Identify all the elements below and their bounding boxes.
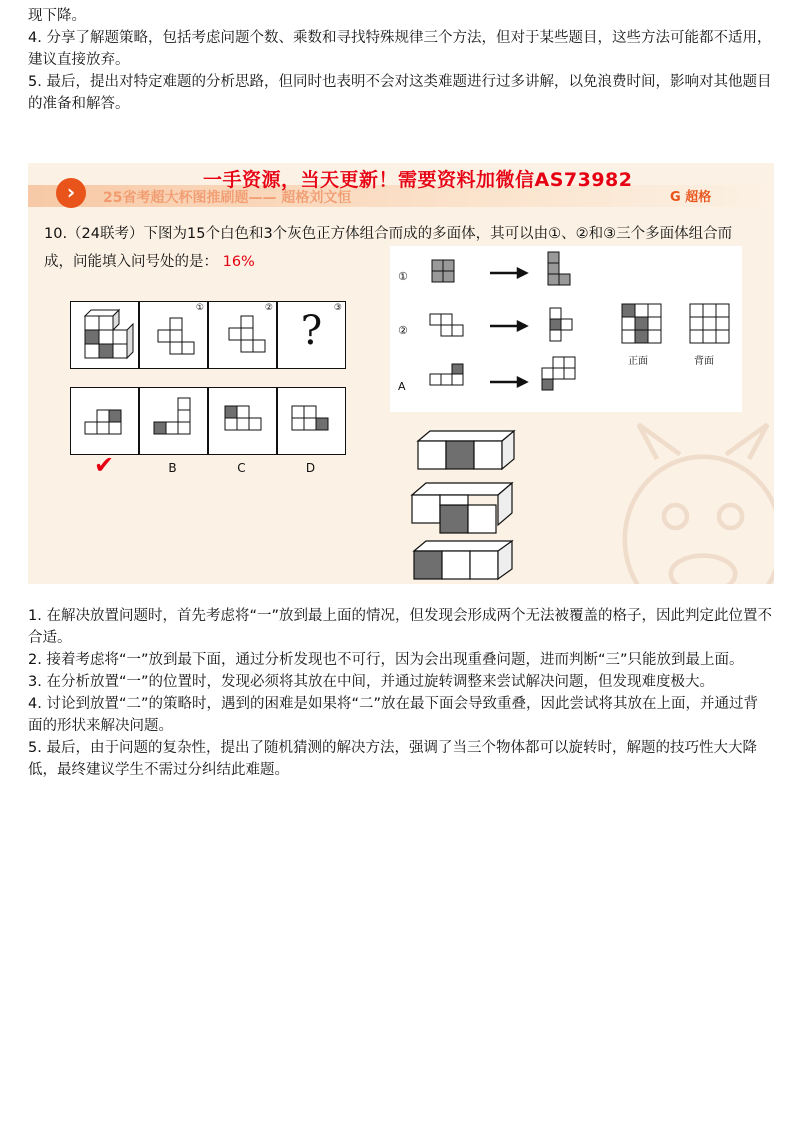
note-line: 2. 接着考虑将“一”放到最下面，通过分析发现也不可行，因为会出现重叠问题，进而判断“三”只能放到最上面。 [28, 652, 744, 668]
next-arrow-icon: › [56, 178, 86, 208]
note-line: 4. 讨论到放置“二”的策略时，遇到的困难是如果将“二”放在最下面会导致重叠，因此尝试将其放在上面，并通过背面的形状来解决问题。 [28, 696, 758, 734]
row-label: A [398, 380, 406, 393]
row-label: ① [398, 270, 408, 283]
top-notes [28, 5, 772, 115]
mascot-watermark [588, 413, 774, 584]
option-d-cell[interactable] [277, 387, 346, 455]
option-label: B [168, 461, 177, 475]
option-c-figure [209, 388, 276, 454]
cell-number: ② [264, 303, 273, 313]
option-label: D [305, 461, 316, 475]
note-line: 5. 最后，由于问题的复杂性，提出了随机猜测的解决方法，强调了当三个物体都可以旋转时，解题的技巧性大大降低，最终建议学生不需过分纠结此难题。 [28, 740, 757, 778]
accuracy-rate: 16% [222, 254, 255, 270]
option-b-cell[interactable] [139, 387, 208, 455]
composite-cubes-figure [71, 302, 138, 368]
option-d-figure [278, 388, 345, 454]
layer-slices-figure [408, 425, 528, 584]
note-line: 3. 在分析放置“一”的位置时，发现必须将其放在中间，并通过旋转调整来尝试解决问题，但发现难度极大。 [28, 674, 714, 690]
question-body: 10.（24联考）下图为15个白色和3个灰色正方体组合而成的多面体，其可以由①、②和③三个多面体组合而成，问能填入问号处的是： [44, 226, 733, 270]
option-label: C [237, 461, 246, 475]
brand-logo: G 超格 [670, 190, 712, 205]
question-mark: ? [300, 308, 323, 354]
note-line: 4. 分享了解题策略，包括考虑问题个数、乘数和寻找特殊规律三个方法，但对于某些题目，这些方法可能都不适用，建议直接放弃。 [28, 30, 772, 68]
piece-1-cell [139, 301, 208, 369]
rotation-steps-figure [390, 246, 742, 412]
option-c-cell[interactable] [208, 387, 277, 455]
bottom-notes [28, 605, 772, 781]
row-label: ② [398, 324, 408, 337]
note-line: 1. 在解决放置问题时，首先考虑将“一”放到最上面的情况，但发现会形成两个无法被覆盖的格子，因此判定此位置不合适。 [28, 608, 772, 646]
solution-diagram [390, 246, 742, 412]
option-b-figure [140, 388, 207, 454]
piece-3-cell [277, 301, 346, 369]
option-a-cell[interactable] [70, 387, 139, 455]
option-a-figure [71, 388, 138, 454]
banner [28, 163, 774, 211]
front-view-caption: 正面 [628, 356, 648, 367]
cell-number: ③ [333, 303, 342, 313]
correct-check-icon: ✔ [94, 451, 115, 479]
piece-2-cell [208, 301, 277, 369]
note-line: 5. 最后，提出对特定难题的分析思路，但同时也表明不会对这类难题进行过多讲解，以免浪费时间，影响对其他题目的准备和解答。 [28, 74, 772, 112]
back-view-caption: 背面 [694, 356, 714, 367]
note-line: 现下降。 [28, 8, 86, 24]
cell-number: ① [195, 303, 204, 313]
composite-cell [70, 301, 139, 369]
course-title: 25省考超大杯图推刷题—— 超格刘文恒 [103, 190, 352, 206]
promo-banner-text: 一手资源，当天更新！需要资料加微信AS73982 [203, 169, 633, 191]
lecture-screenshot [28, 163, 774, 584]
